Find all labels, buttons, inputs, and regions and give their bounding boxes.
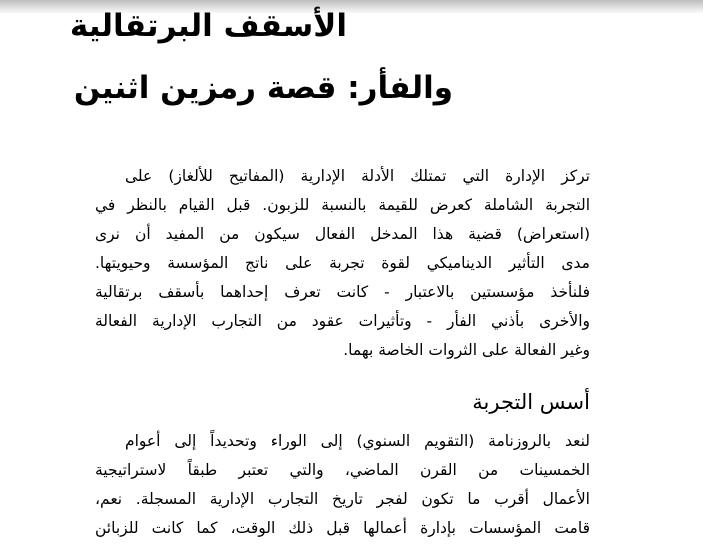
paragraph-line: (استعراض) قضية هذا المدخل الفعال سيكون من المفيد أن نرى (95, 225, 590, 243)
paragraph-line: قامت المؤسسات بإدارة أعمالها قبل ذلك الوقت، كما كانت للزبائن (95, 519, 590, 537)
paragraph-line: فلنأخذ مؤسستين بالاعتبار - كانت تعرف إحداهما بأسقف برتقالية (95, 283, 590, 301)
paragraph-line: لنعد بالروزنامة (التقويم السنوي) إلى الوراء وتحديداً إلى أعوام (125, 432, 590, 450)
paragraph-line: والأخرى بأذني الفأر - وتأثيرات عقود من التجارب الإدارية الفعالة (95, 312, 590, 330)
paragraph-line: الأعمال أقرب ما تكون لفجر تاريخ التجارب الإدارية المسجلة. نعم، (95, 490, 590, 508)
paragraph-line: وغير الفعالة على الثروات الخاصة بهما. (343, 341, 590, 359)
section-heading: أسس التجربة (472, 390, 590, 414)
paragraph-line: مدى التأثير الديناميكي لقوة تجربة على ناتج المؤسسة وحيويتها. (95, 254, 590, 272)
paragraph-line: تركز الإدارة التي تمتلك الأدلة الإدارية (المفاتيح للألغاز) على (125, 167, 590, 185)
title-line-1: الأسقف البرتقالية (69, 8, 347, 44)
paragraph-line: الخمسينات من القرن الماضي، والتي تعتبر طبقاً لاستراتيجية (95, 461, 590, 479)
paragraph-line: التجربة الشاملة كعرض للقيمة بالنسبة للزبون. قبل القيام بالنظر في (95, 196, 590, 214)
title-line-2: والفأر: قصة رمزين اثنين (73, 70, 453, 106)
